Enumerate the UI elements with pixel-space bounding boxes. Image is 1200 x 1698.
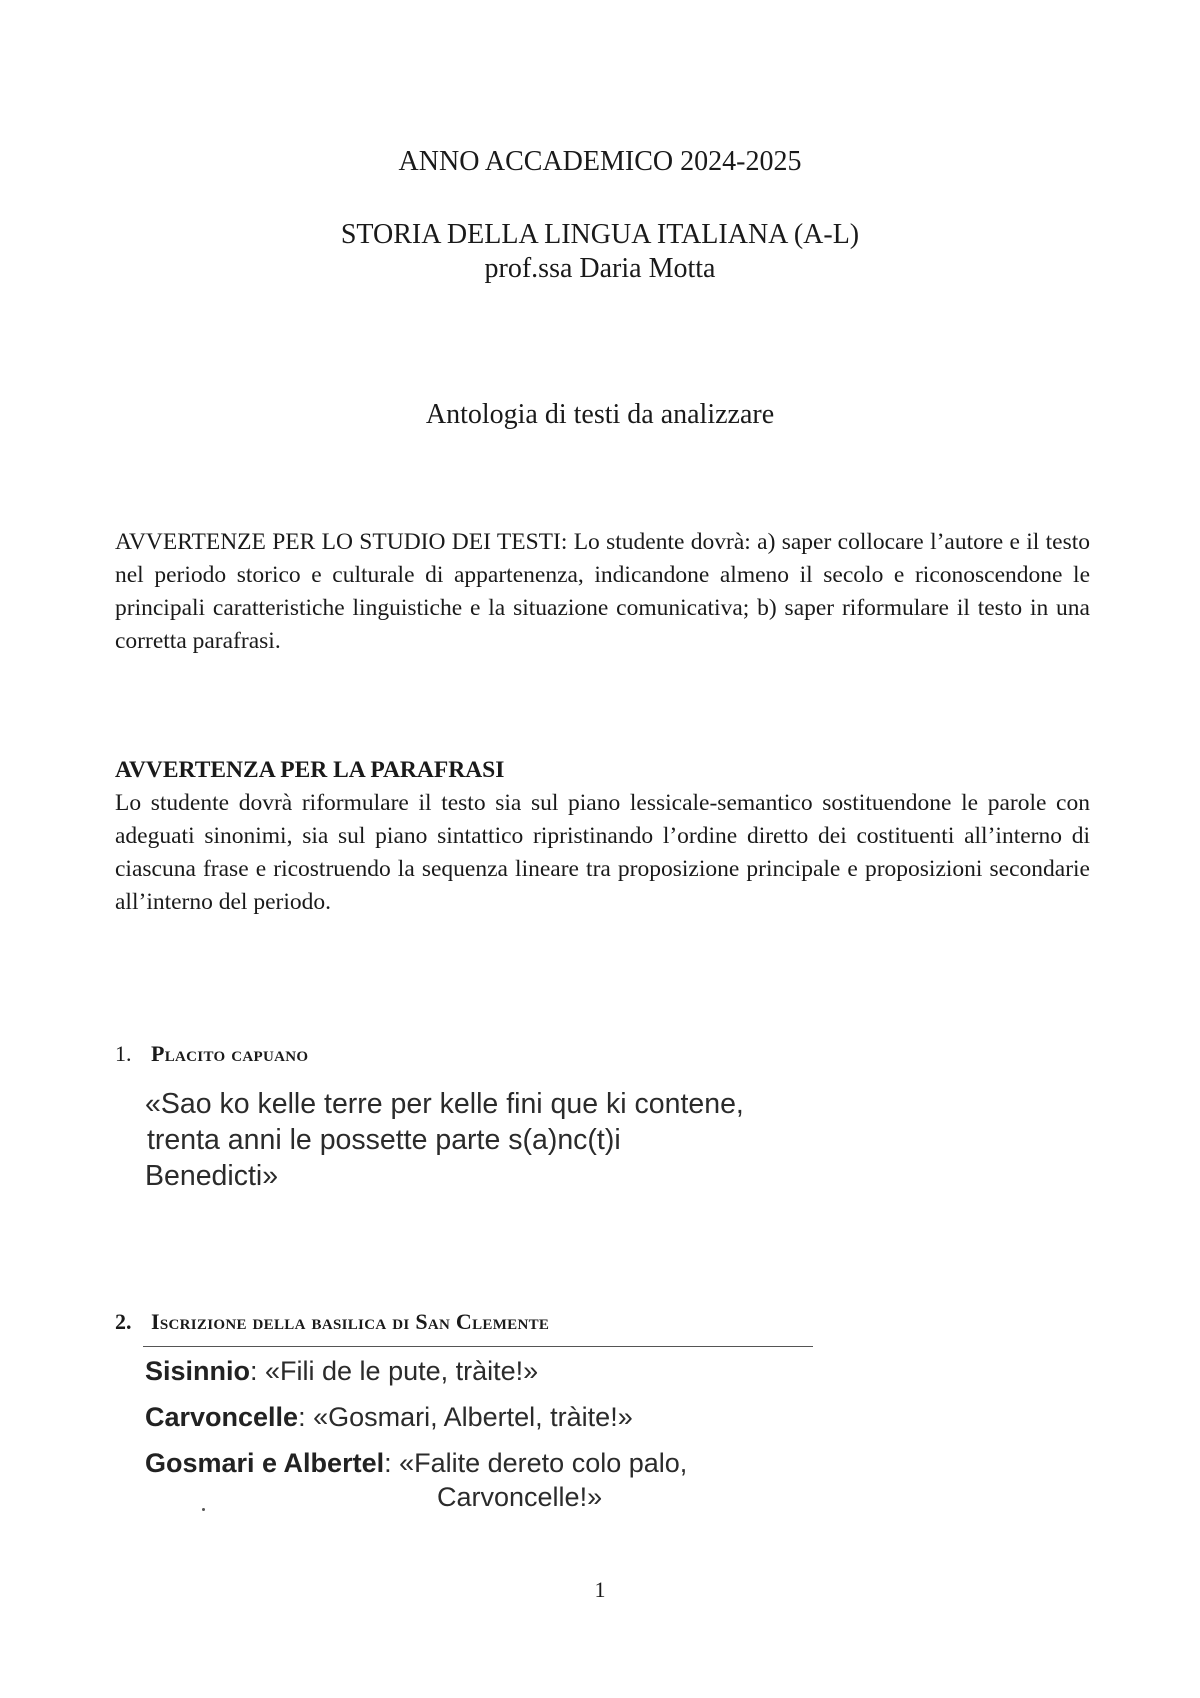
study-warnings-label: AVVERTENZE PER LO STUDIO DEI TESTI: bbox=[115, 529, 568, 555]
study-warnings-paragraph bbox=[115, 526, 1090, 658]
section-2-title: Iscrizione della basilica di San Clemente bbox=[151, 1309, 550, 1334]
speech-continuation: Carvoncelle!» bbox=[437, 1482, 603, 1512]
academic-year-heading: ANNO ACCADEMICO 2024-2025 bbox=[398, 146, 802, 177]
paraphrase-warning-title: AVVERTENZA PER LA PARAFRASI bbox=[115, 757, 505, 783]
page-number: 1 bbox=[594, 1577, 606, 1602]
paraphrase-warning-text: Lo studente dovrà riformulare il testo sia sul piano lessicale-semantico sostituendone le parole con adeguati sinonimi, sia sul piano sintattico ripristinando l’ordine diretto dei costituenti all’interno di ciascuna frase e ricostruendo la sequenza lineare tra proposizione principale e proposizioni secondarie all’interno del periodo. bbox=[115, 790, 1090, 915]
placito-line-1: «Sao ko kelle terre per kelle fini que ki contene, bbox=[145, 1088, 744, 1120]
stray-dot bbox=[202, 1508, 205, 1511]
professor-name: prof.ssa Daria Motta bbox=[484, 253, 716, 284]
section-2-number: 2. bbox=[115, 1309, 132, 1334]
section-2-rule bbox=[143, 1346, 813, 1347]
placito-line-3: Benedicti» bbox=[145, 1160, 279, 1192]
section-2-heading bbox=[115, 1308, 549, 1336]
dialogue-line-gosmari-albertel bbox=[145, 1446, 687, 1480]
study-warnings-text: Lo studente dovrà: a) saper collocare l’autore e il testo nel periodo storico e culturale di appartenenza, indicandone almeno il secolo e riconoscendone le principali caratteristiche linguistiche e la situazione comunicativa; b) saper riformulare il testo in una corretta parafrasi. bbox=[115, 529, 1091, 654]
placito-line-2: trenta anni le possette parte s(a)nc(t)i bbox=[147, 1124, 621, 1156]
section-1-number: 1. bbox=[115, 1041, 132, 1066]
section-1-heading bbox=[115, 1040, 308, 1068]
speech-carvoncelle: : «Gosmari, Albertel, tràite!» bbox=[298, 1402, 633, 1432]
section-1-title: Placito capuano bbox=[151, 1041, 309, 1066]
speaker-gosmari-albertel: Gosmari e Albertel bbox=[145, 1448, 385, 1478]
speech-sisinnio: : «Fili de le pute, tràite!» bbox=[250, 1356, 539, 1386]
speech-gosmari-albertel: : «Falite dereto colo palo, bbox=[384, 1448, 688, 1478]
course-title: STORIA DELLA LINGUA ITALIANA (A-L) bbox=[340, 219, 860, 250]
anthology-subtitle: Antologia di testi da analizzare bbox=[425, 399, 775, 430]
dialogue-line-continuation bbox=[437, 1480, 602, 1514]
dialogue-line-sisinnio bbox=[145, 1354, 538, 1388]
speaker-sisinnio: Sisinnio bbox=[145, 1356, 251, 1386]
speaker-carvoncelle: Carvoncelle bbox=[145, 1402, 299, 1432]
dialogue-line-carvoncelle bbox=[145, 1400, 633, 1434]
